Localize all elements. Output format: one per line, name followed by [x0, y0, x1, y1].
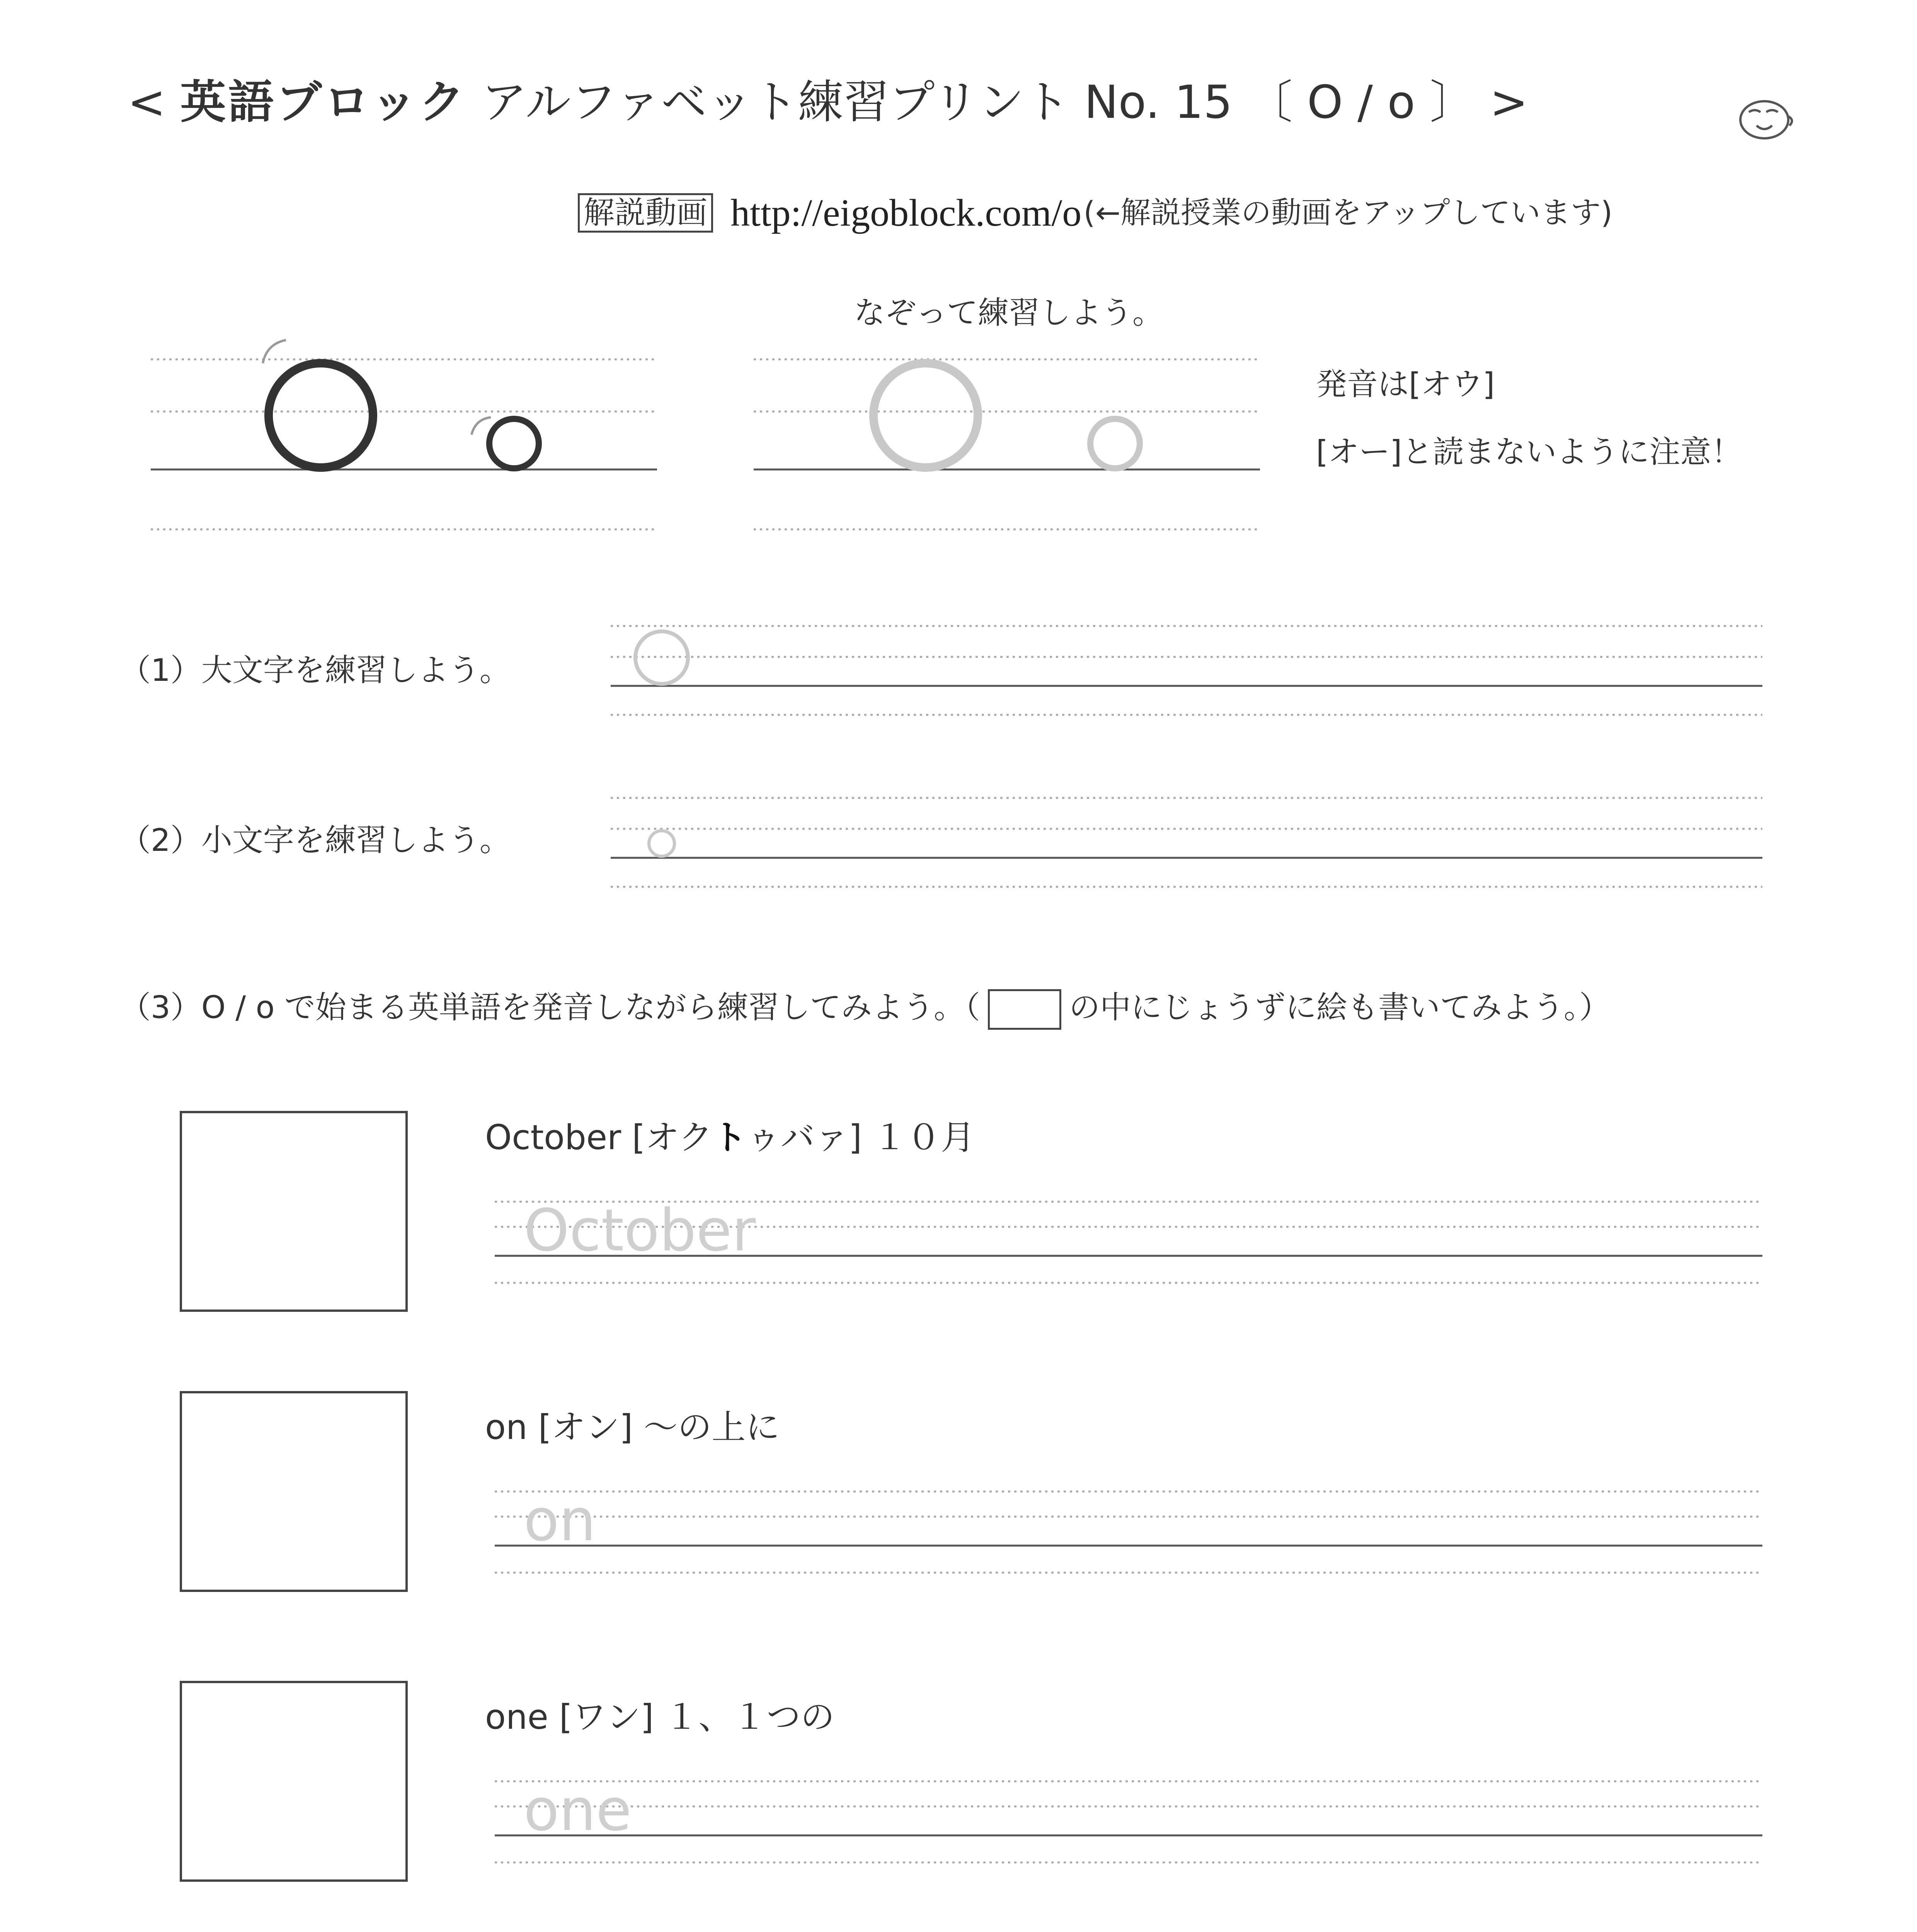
- intro-guide-right: [754, 359, 1260, 529]
- word-lines-2: [495, 1487, 1762, 1573]
- word-reading: [ワン]: [559, 1697, 654, 1737]
- word-text: one: [485, 1697, 548, 1737]
- word-meaning: １０月: [873, 1117, 975, 1157]
- drawing-box[interactable]: [180, 1111, 408, 1312]
- logo: 英語ブロック: [180, 75, 467, 129]
- word-reading: ゥバァ]: [746, 1117, 862, 1157]
- drawing-box[interactable]: [180, 1681, 408, 1882]
- word-entry: [485, 1697, 835, 1737]
- word-meaning: １、１つの: [664, 1697, 835, 1737]
- trace-capital-o: [873, 363, 978, 468]
- trace-word: October: [524, 1197, 756, 1264]
- video-tag: 解説動画: [578, 193, 713, 233]
- word-entry: [485, 1407, 780, 1447]
- caution-note: [オー]と読まないように注意！: [1316, 434, 1742, 470]
- exercise-3-post: の中にじょうずに絵も書いてみよう。）: [1069, 989, 1611, 1026]
- letter-label: 〔 O / o 〕: [1247, 75, 1476, 129]
- exercise-3-pre: （3）O / o で始まる英単語を発音しながら練習してみよう。（: [120, 989, 981, 1026]
- video-url[interactable]: http://eigoblock.com/o: [730, 191, 1082, 234]
- trace-word: on: [524, 1487, 596, 1554]
- ex1-lines: [611, 626, 1762, 715]
- stroke-arrow-icon: [472, 417, 491, 435]
- drawing-box[interactable]: [180, 1391, 408, 1592]
- word-lines-3: [495, 1777, 1762, 1862]
- inline-box-icon: [988, 989, 1061, 1030]
- sample-capital-o: [269, 363, 373, 468]
- exercise-3-label: [120, 989, 1610, 1030]
- trace-heading: なぞって練習しよう。: [854, 295, 1163, 331]
- header-gt: >: [1490, 75, 1528, 129]
- trace-lower-o: [1090, 419, 1140, 468]
- page-title: アルファベット練習プリント No. 15: [481, 75, 1233, 129]
- exercise-2-label: （2）小文字を練習しよう。: [120, 822, 511, 858]
- ex2-trace-o: [649, 831, 674, 856]
- intro-guide-left: [151, 359, 657, 529]
- word-reading: [オク: [632, 1117, 713, 1157]
- word-meaning: 〜の上に: [644, 1407, 780, 1447]
- word-entry: [485, 1117, 975, 1157]
- header-lt: <: [128, 75, 166, 129]
- word-reading: [オン]: [538, 1407, 633, 1447]
- trace-word: one: [524, 1777, 632, 1844]
- word-reading-stress: ト: [712, 1117, 747, 1157]
- sample-lower-o: [489, 419, 539, 468]
- ex2-lines: [611, 798, 1762, 887]
- word-text: on: [485, 1407, 528, 1447]
- video-note: (←解説授業の動画をアップしています): [1083, 196, 1613, 230]
- pronunciation-note: 発音は[オウ]: [1316, 366, 1495, 402]
- word-text: October: [485, 1117, 621, 1157]
- exercise-1-label: （1）大文字を練習しよう。: [120, 652, 511, 688]
